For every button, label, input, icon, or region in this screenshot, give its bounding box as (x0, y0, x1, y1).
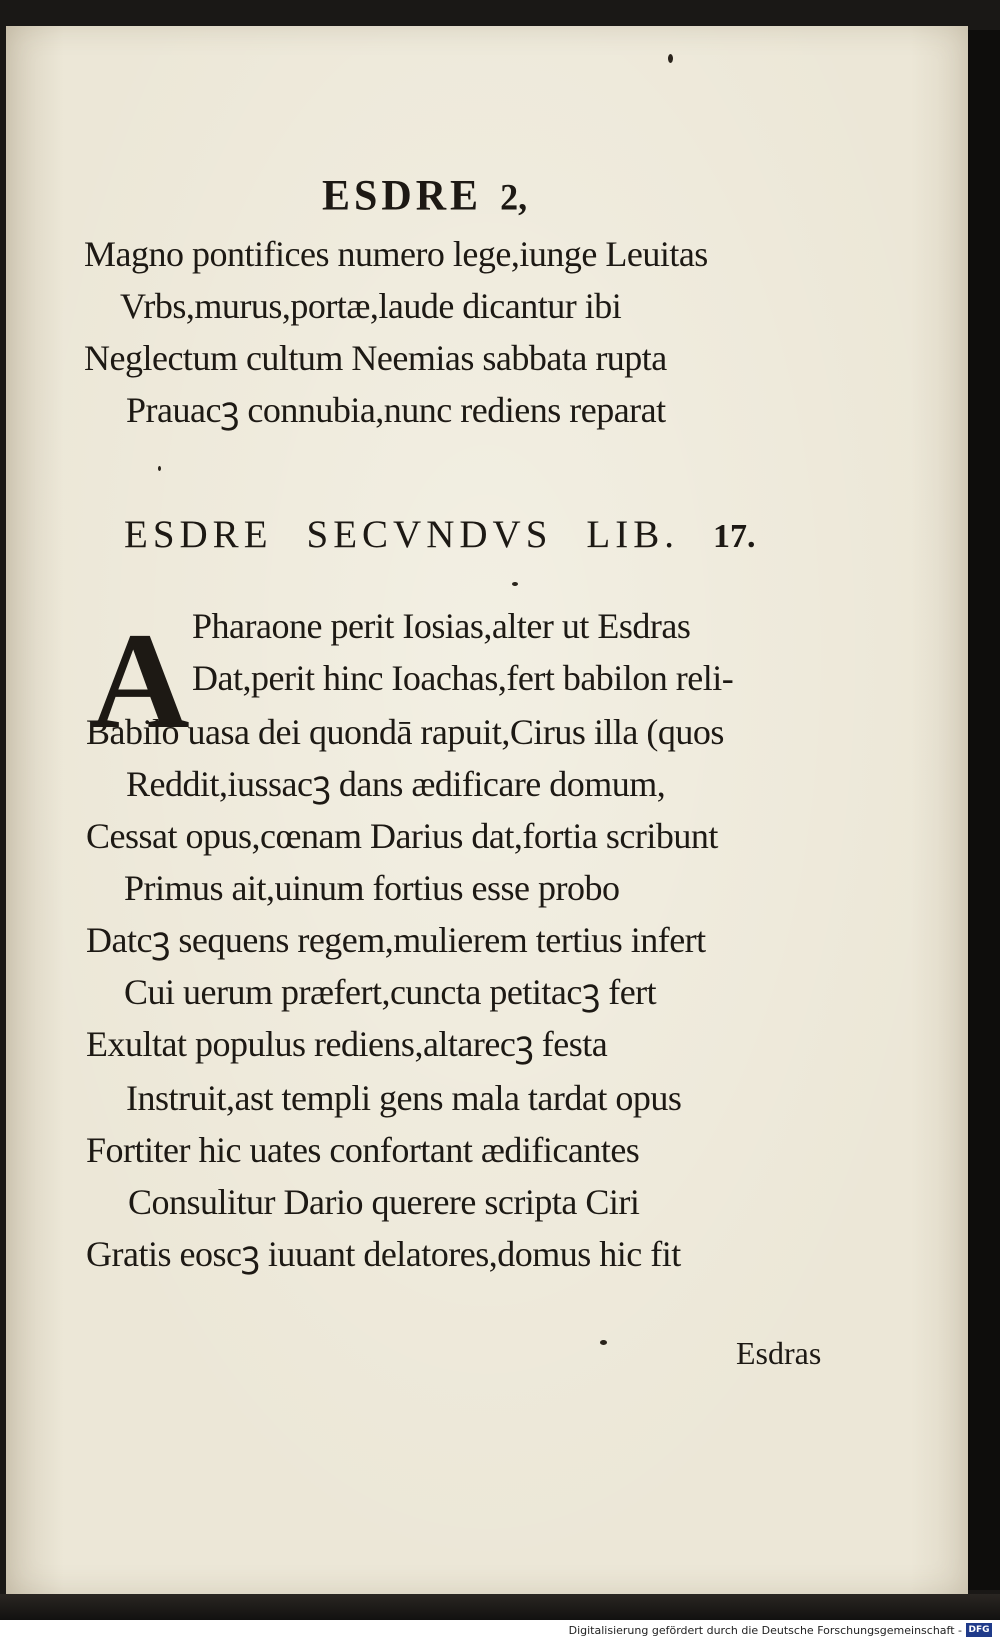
intro-verse-4: Prauacꝫ connubia,nunc rediens reparat (126, 390, 666, 430)
drop-cap: A (90, 604, 190, 757)
running-head-number: 2, (500, 176, 528, 218)
verse-13: Gratis eoscꝫ iuuant delatores,domus hic fit (86, 1234, 681, 1274)
verse-5: Cessat opus,cœnam Darius dat,fortia scribunt (86, 816, 718, 856)
intro-verse-2: Vrbs,murus,portæ,laude dicantur ibi (120, 286, 622, 326)
ink-speck (158, 466, 161, 471)
dfg-logo: DFG (966, 1623, 992, 1637)
catchword: Esdras (736, 1335, 822, 1371)
verse-10: Instruit,ast templi gens mala tardat opus (126, 1078, 682, 1118)
verse-8: Cui uerum præfert,cuncta petitacꝫ fert (124, 972, 657, 1012)
ink-speck (512, 582, 518, 586)
running-head (322, 172, 527, 221)
section-heading-word-1: ESDRE (124, 513, 273, 556)
verse-2: Dat,perit hinc Ioachas,fert babilon reli- (192, 658, 734, 698)
intro-verse-3: Neglectum cultum Neemias sabbata rupta (84, 338, 667, 378)
verse-9: Exultat populus rediens,altarecꝫ festa (86, 1024, 608, 1064)
verse-4: Reddit,iussacꝫ dans ædificare domum, (126, 764, 666, 804)
verse-7: Datcꝫ sequens regem,mulierem tertius infert (86, 920, 706, 960)
section-heading-number: 17. (712, 518, 756, 555)
ink-speck (600, 1340, 607, 1345)
verse-1: Pharaone perit Iosias,alter ut Esdras (192, 606, 691, 646)
section-heading-word-2: SECVNDVS (306, 513, 553, 556)
verse-12: Consulitur Dario querere scripta Ciri (128, 1182, 640, 1222)
verse-3: Babilō uasa dei quondā rapuit,Cirus illa (quos (86, 712, 724, 752)
ink-speck (668, 54, 673, 63)
verse-6: Primus ait,uinum fortius esse probo (124, 868, 620, 908)
intro-verse-1: Magno pontifices numero lege,iunge Leuitas (84, 234, 708, 274)
footer-credit: Digitalisierung gefördert durch die Deutsche Forschungsgemeinschaft - (568, 1624, 962, 1637)
running-head-title: ESDRE (322, 172, 483, 220)
section-heading (124, 512, 755, 557)
verse-11: Fortiter hic uates confortant ædificantes (86, 1130, 640, 1170)
page-edge-right (968, 30, 1000, 1590)
section-heading-word-3: LIB. (586, 513, 679, 556)
page-edge-bottom (0, 1594, 1000, 1620)
